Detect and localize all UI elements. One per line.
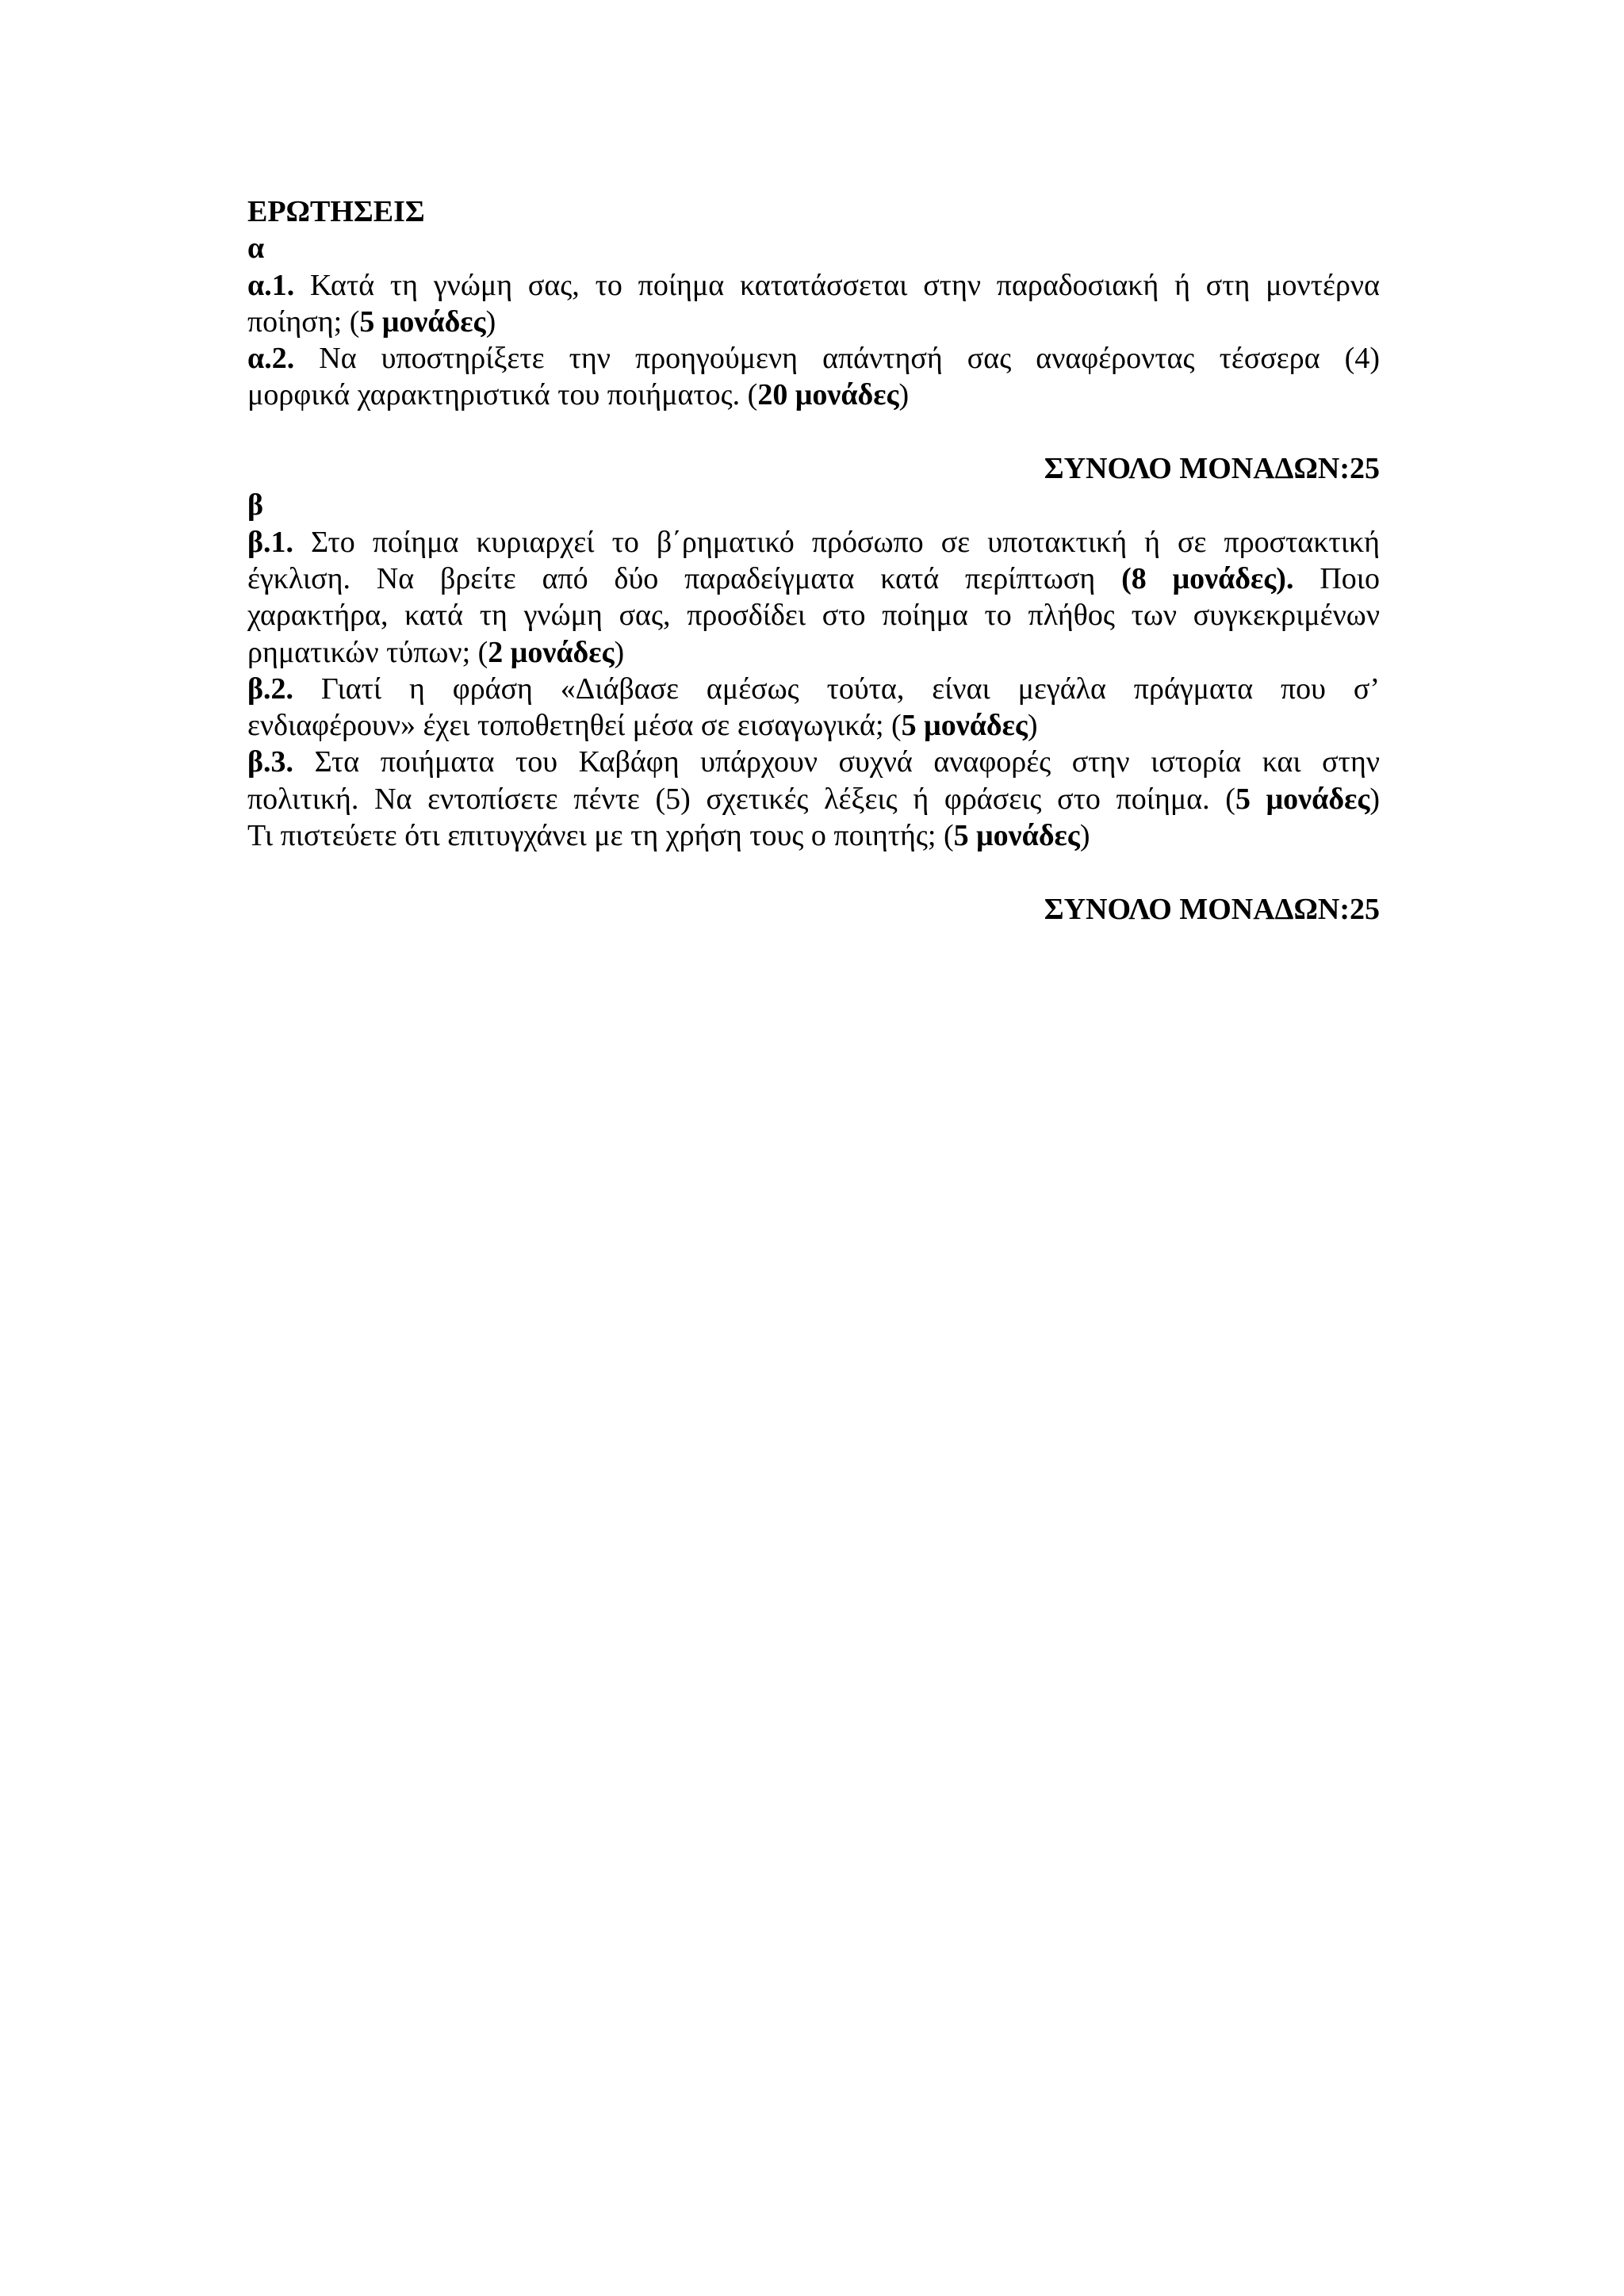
page-heading: ΕΡΩΤΗΣΕΙΣ bbox=[247, 195, 425, 228]
question-a2-text: Να υποστηρίξετε την προηγούμενη απάντησή σας αναφέροντας τέσσερα (4) bbox=[294, 342, 1380, 376]
spacer bbox=[247, 414, 1380, 450]
question-a1-line1 bbox=[247, 267, 1380, 304]
section-a bbox=[247, 230, 1380, 487]
question-b1-text-after-marks: Ποιο bbox=[1293, 561, 1380, 595]
question-a1-marks: 5 μονάδες bbox=[359, 304, 486, 339]
question-b1-paren: ) bbox=[614, 635, 625, 669]
question-b1-marks-2: 2 μονάδες bbox=[488, 635, 615, 669]
question-b3-paren-2: ) bbox=[1079, 819, 1090, 853]
question-b1 bbox=[247, 524, 1380, 671]
question-b3-line1 bbox=[247, 744, 1380, 780]
question-b2-text: Γιατί η φράση «Διάβασε αμέσως τούτα, είναι μεγάλα πράγματα που σ’ bbox=[293, 672, 1380, 706]
section-a-total: ΣΥΝΟΛΟ ΜΟΝΑΔΩΝ:25 bbox=[1044, 452, 1380, 486]
question-a1-text: Κατά τη γνώμη σας, το ποίημα κατατάσσεται στην παραδοσιακή ή στη μοντέρνα bbox=[294, 268, 1380, 302]
question-a2-line2 bbox=[247, 377, 1380, 413]
question-a2-text-cont: μορφικά χαρακτηριστικά του ποιήματος. ( bbox=[247, 378, 758, 412]
question-a2 bbox=[247, 340, 1380, 414]
question-b3 bbox=[247, 744, 1380, 854]
question-b2 bbox=[247, 671, 1380, 744]
question-b3-marks: 5 μονάδες bbox=[1235, 782, 1370, 816]
question-a1-text-cont: ποίηση; ( bbox=[247, 304, 360, 339]
question-a1-number: α.1. bbox=[247, 268, 295, 302]
section-a-letter: α bbox=[247, 232, 265, 266]
question-b2-line1 bbox=[247, 671, 1380, 707]
spacer bbox=[247, 854, 1380, 890]
question-a2-paren: ) bbox=[898, 378, 910, 412]
document-page bbox=[247, 193, 1380, 928]
section-b bbox=[247, 487, 1380, 928]
question-a1 bbox=[247, 267, 1380, 341]
question-a1-line2 bbox=[247, 304, 1380, 340]
question-a2-line1 bbox=[247, 340, 1380, 377]
question-b2-number: β.2. bbox=[247, 672, 294, 706]
question-b3-number: β.3. bbox=[247, 745, 294, 779]
question-b2-marks: 5 μονάδες bbox=[901, 709, 1028, 743]
question-b3-text-end: Τι πιστεύετε ότι επιτυγχάνει με τη χρήση τους ο ποιητής; ( bbox=[247, 819, 954, 853]
question-b3-text: Στα ποιήματα του Καβάφη υπάρχουν συχνά αναφορές στην ιστορία και στην bbox=[293, 745, 1380, 779]
question-b2-line2 bbox=[247, 707, 1380, 744]
question-b1-text: Στο ποίημα κυριαρχεί το β΄ρηματικό πρόσωπο σε υποτακτική ή σε προστακτική bbox=[293, 525, 1380, 559]
question-b3-marks-2: 5 μονάδες bbox=[953, 819, 1080, 853]
question-a1-paren: ) bbox=[485, 304, 496, 339]
question-b3-line3 bbox=[247, 817, 1380, 854]
question-b1-line2 bbox=[247, 561, 1380, 597]
question-a2-number: α.2. bbox=[247, 342, 295, 376]
question-b2-text-cont: ενδιαφέρουν» έχει τοποθετηθεί μέσα σε εισαγωγικά; ( bbox=[247, 709, 902, 743]
question-b1-text-cont: έγκλιση. Να βρείτε από δύο παραδείγματα κατά περίπτωση bbox=[247, 561, 1122, 595]
section-b-letter: β bbox=[247, 488, 264, 522]
question-b1-number: β.1. bbox=[247, 525, 294, 559]
question-b3-line2 bbox=[247, 781, 1380, 817]
question-b1-line3: χαρακτήρα, κατά τη γνώμη σας, προσδίδει στο ποίημα το πλήθος των συγκεκριμένων bbox=[247, 599, 1380, 633]
question-a2-marks: 20 μονάδες bbox=[757, 378, 899, 412]
section-b-total: ΣΥΝΟΛΟ ΜΟΝΑΔΩΝ:25 bbox=[1044, 892, 1380, 926]
question-b3-paren: ) bbox=[1369, 782, 1381, 816]
question-b1-text-end: ρηματικών τύπων; ( bbox=[247, 635, 488, 669]
question-b1-line4 bbox=[247, 634, 1380, 671]
question-b3-text-cont: πολιτική. Να εντοπίσετε πέντε (5) σχετικές λέξεις ή φράσεις στο ποίημα. ( bbox=[247, 782, 1235, 816]
question-b1-line1 bbox=[247, 524, 1380, 561]
question-b1-marks: (8 μονάδες). bbox=[1121, 561, 1294, 595]
question-b2-paren: ) bbox=[1027, 709, 1038, 743]
